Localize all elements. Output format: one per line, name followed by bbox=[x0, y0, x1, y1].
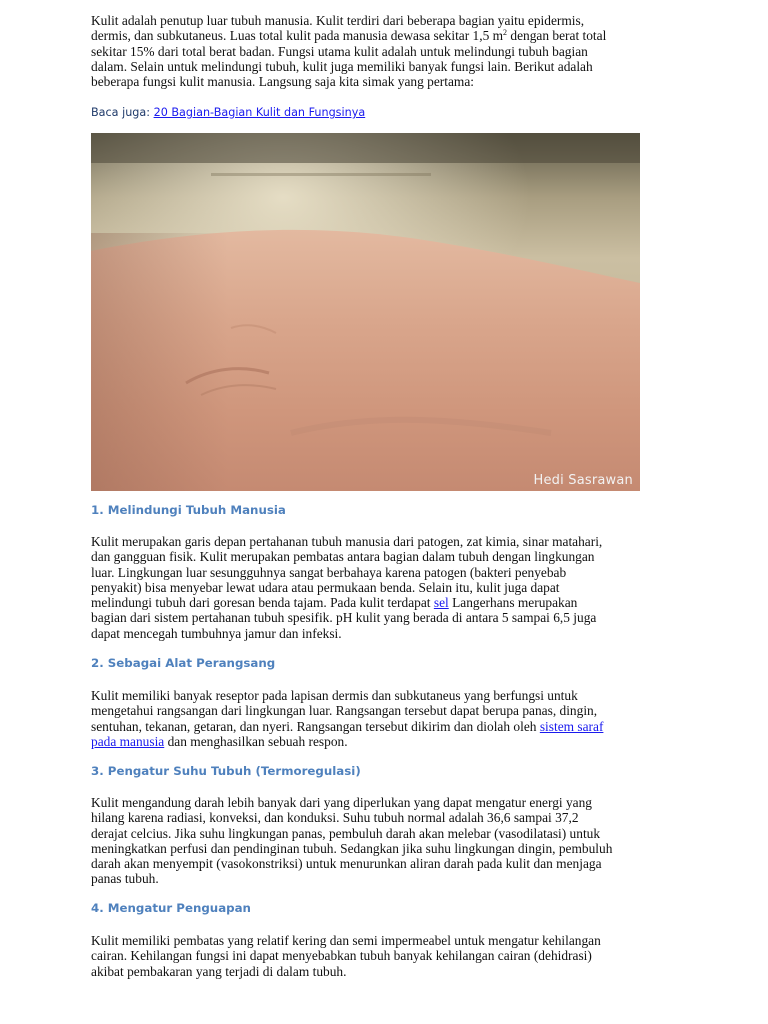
intro-line: dengan berat total bbox=[507, 28, 607, 44]
intro-line: sekitar 15% dari total berat badan. Fungsi utama kulit adalah untuk melindungi tubuh bagian bbox=[91, 43, 588, 59]
related-article-link[interactable]: 20 Bagian-Bagian Kulit dan Fungsinya bbox=[153, 106, 366, 119]
related-article bbox=[91, 106, 365, 120]
paragraph-line: Kulit memiliki banyak reseptor pada lapisan dermis dan subkutaneus yang berfungsi untuk bbox=[91, 688, 578, 703]
intro-line: dalam. Selain untuk melindungi tubuh, kulit juga memiliki banyak fungsi lain. Berikut adalah bbox=[91, 58, 593, 74]
intro-line: dermis, dan subkutaneus. Luas total kulit pada manusia dewasa sekitar 1,5 m bbox=[91, 28, 504, 44]
section-heading-3: 3. Pengatur Suhu Tubuh (Termoregulasi) bbox=[91, 764, 361, 778]
paragraph-line: dapat mencegah tumbuhnya jamur dan infeksi. bbox=[91, 625, 342, 641]
paragraph-line: derajat celcius. Jika suhu lingkungan panas, pembuluh darah akan melebar (vasodilatasi) untuk bbox=[91, 825, 601, 841]
sistem-saraf-link-continued[interactable]: pada manusia bbox=[91, 733, 165, 749]
intro-line: Kulit adalah penutup luar tubuh manusia. Kulit terdiri dari beberapa bagian yaitu epidermis, bbox=[91, 13, 585, 28]
paragraph-line: darah akan menyempit (vasokonstriksi) untuk menurunkan aliran darah pada kulit dan menjaga bbox=[91, 856, 602, 872]
paragraph-line: sentuhan, tekanan, getaran, dan nyeri. Rangsangan tersebut dikirim dan diolah oleh bbox=[91, 718, 540, 734]
paragraph-line: dan menghasilkan sebuah respon. bbox=[164, 733, 348, 749]
paragraph-line: melindungi tubuh dari goresan benda tajam. Pada kulit terdapat bbox=[91, 595, 434, 611]
paragraph-line: Kulit memiliki pembatas yang relatif kering dan semi impermeabel untuk mengatur kehilangan bbox=[91, 933, 601, 948]
paragraph-line: hilang karena radiasi, konveksi, dan konduksi. Suhu tubuh normal adalah 36,6 sampai 37,2 bbox=[91, 810, 579, 826]
superscript: 2 bbox=[503, 28, 508, 38]
paragraph-line: penyakit) bisa menyebar lewat udara atau permukaan benda. Selain itu, kulit juga dapat bbox=[91, 579, 560, 595]
skin-photo bbox=[91, 133, 640, 491]
paragraph-line: Kulit merupakan garis depan pertahanan tubuh manusia dari patogen, zat kimia, sinar matahari, bbox=[91, 534, 603, 549]
sistem-saraf-link[interactable]: sistem saraf bbox=[539, 718, 604, 734]
paragraph-line: luar. Lingkungan luar sesungguhnya sangat berbahaya karena patogen (bakteri penyebab bbox=[91, 564, 567, 580]
paragraph-line: cairan. Kehilangan fungsi ini dapat menyebabkan tubuh banyak kehilangan cairan (dehidrasi) bbox=[91, 948, 592, 964]
section-heading-4: 4. Mengatur Penguapan bbox=[91, 901, 251, 915]
intro-line: beberapa fungsi kulit manusia. Langsung saja kita simak yang pertama: bbox=[91, 74, 475, 90]
photo-credit: Hedi Sasrawan bbox=[533, 473, 633, 488]
section-paragraph-1 bbox=[91, 534, 681, 641]
paragraph-line: Kulit mengandung darah lebih banyak dari yang diperlukan yang dapat mengatur energi yang bbox=[91, 795, 592, 810]
paragraph-line: Langerhans merupakan bbox=[448, 595, 578, 611]
paragraph-line: akibat pembakaran yang terjadi di dalam tubuh. bbox=[91, 963, 347, 979]
intro-paragraph bbox=[91, 13, 681, 89]
sel-link[interactable]: sel bbox=[433, 595, 449, 611]
skin-photo-image bbox=[91, 133, 640, 491]
section-paragraph-2 bbox=[91, 688, 681, 749]
section-paragraph-3 bbox=[91, 795, 681, 887]
paragraph-line: meningkatkan perfusi dan pendinginan tubuh. Sedangkan jika suhu lingkungan dingin, pembuluh bbox=[91, 840, 613, 856]
paragraph-line: panas tubuh. bbox=[91, 871, 159, 887]
section-heading-1: 1. Melindungi Tubuh Manusia bbox=[91, 503, 286, 517]
paragraph-line: bagian dari sistem pertahanan tubuh spesifik. pH kulit yang berada di antara 5 sampai 6,5 juga bbox=[91, 610, 597, 626]
paragraph-line: mengetahui rangsangan dari lingkungan luar. Rangsangan tersebut dapat berupa panas, dingin, bbox=[91, 703, 598, 719]
section-heading-2: 2. Sebagai Alat Perangsang bbox=[91, 656, 276, 670]
section-paragraph-4 bbox=[91, 933, 681, 979]
related-label: Baca juga: bbox=[91, 106, 154, 119]
paragraph-line: dan gangguan fisik. Kulit merupakan pembatas antara bagian dalam tubuh dengan lingkungan bbox=[91, 549, 595, 565]
